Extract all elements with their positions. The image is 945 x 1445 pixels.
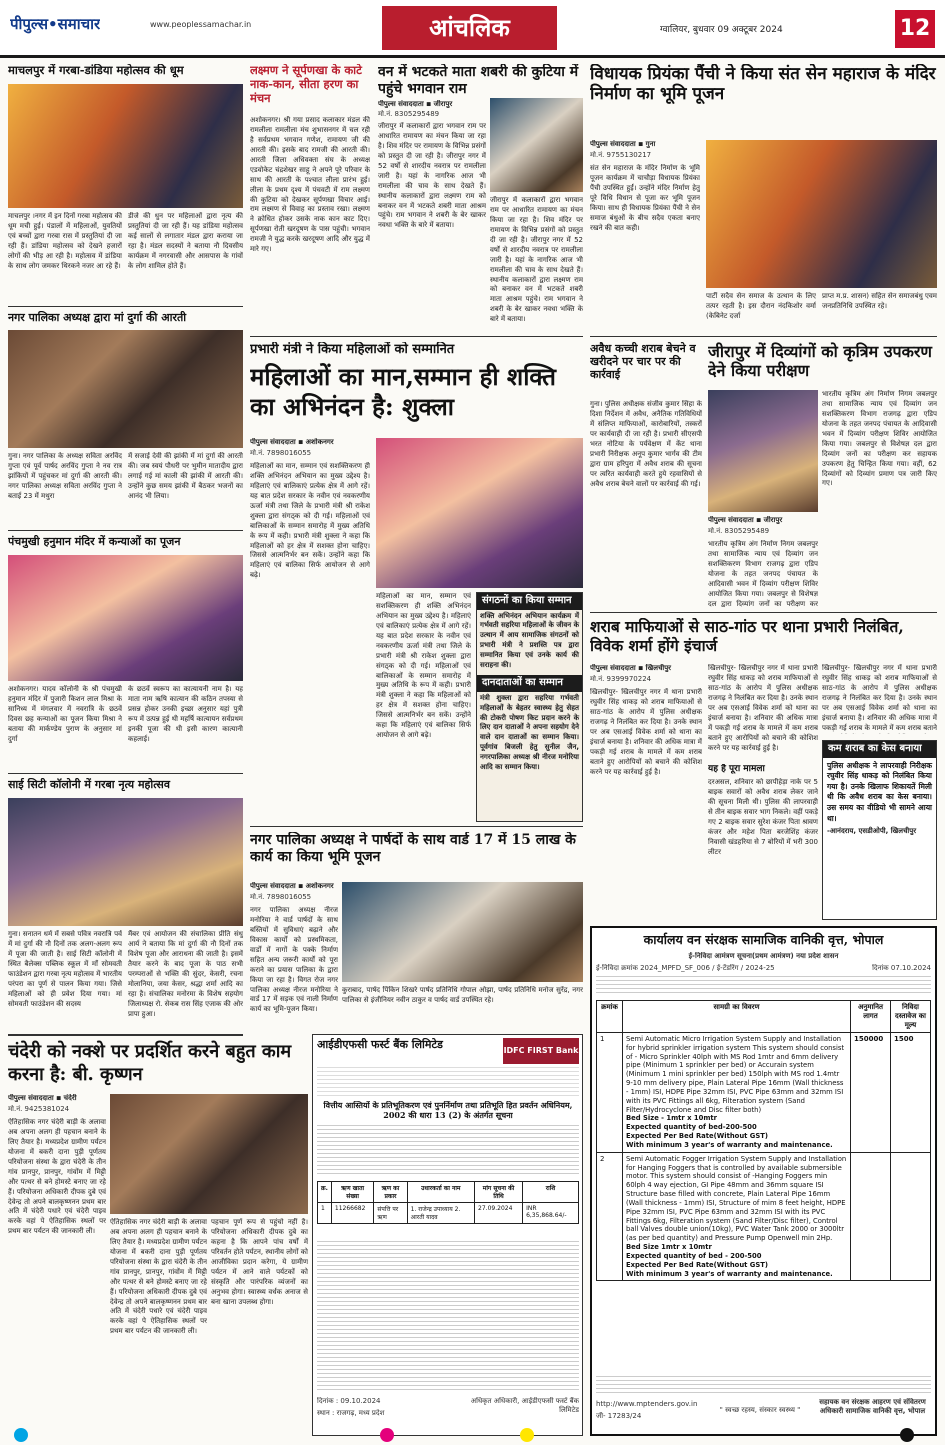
- ad-idfc: [312, 1034, 583, 1436]
- tender-item-desc: Semi Automatic Micro Irrigation System Supply and Installation for hybrid sprinkler irrigation system This system should consist of - Micro Sprinkler 40lph with MS Rod 1mtr and 6mm delivery pipe (Minimum 1 sprinkler per bed) or Accurain system (Minimum 1 mini sprinkler per bed) 150lph with MS rod 1.4mtr 9-10 mm delivery pipe, Plain Lateral Pipe 16mm (Wall thickness - 1mm) ISI, HDPE Pipe 32mm ISI, PVC Pipe 63mm and 32mm ISI with its PVC Fittings all 6kg, Filteration system (Sand Filter/Hydrocyclone and Disc filter both): [626, 1035, 845, 1114]
- article-sai-body-2: मैंबर एवं आयोजन की संचालिका प्रीति संधु आर्य ने बताया कि मां दुर्गा की नौ दिनों तक विशेष पूजा और आराधना की जाती है। इसमें तैयार करने के बाद पूजा के पाठ सभी परम्पराओं से भक्ति की सुंदर, केसरी, रचना मोलानिया, जया केसर, श्रद्धा शर्मा आदि का रहा है। संचालिका मनोरमा के विशेष सहयोग जिलाध्यक्ष रो. सेकब रास सिंह एजाक की ओर प्रापा हुआ।: [128, 930, 243, 1018]
- mobile-ward17: मो.नं. 7898016055: [250, 893, 312, 901]
- tender-item-bed: Bed Size 1mtr x 10mtr: [626, 1243, 712, 1252]
- subhead-sangathan: संगठनों का किया सम्मान: [477, 593, 582, 610]
- ad-idfc-col: उधारकर्ता का नाम: [407, 1182, 474, 1203]
- mobile-chanderi: मो.नं. 9425381024: [8, 1105, 70, 1113]
- byline-sen: पीपुल्स संवाददाता ◾ गुना: [590, 140, 656, 148]
- ad-idfc-cell: 1: [318, 1203, 332, 1224]
- article-aarti-body-2: में सजाई देवी की झांकी में मां दुर्गा की आरती की। जब स्वयं पौधरी पर भुमीन मातादीय द्वारा लगाई गई मां काली की झांकी में आरती की। उन्होंने कुछ समय झांकी में बैठकर भजनों का आनंद भी लिया।: [128, 452, 243, 500]
- tender-cell: 1500: [891, 1033, 931, 1153]
- ad-idfc-logo: IDFC FIRST Bank: [503, 1038, 579, 1064]
- byline-shukla: पीपुल्स संवाददाता ◾ अशोकनगर: [250, 438, 334, 446]
- photo-sen-bhoomipujan: [706, 140, 937, 288]
- tender-col: सामग्री का विवरण: [623, 1001, 851, 1033]
- article-ward17-body: नगर पालिका अध्यक्ष नीरज मनोरिया ने वार्ड पार्षदों के साथ बस्तियों में सुविधाएं बढ़ाने और विकास कार्यों को प्रस्थमिकता, वार्डों में नागों के पक्के निर्माण सहित अन्य जरूरी कार्यों को पूरा कराने का प्रयास पालिका के द्वारा किया जा रहा है। विगत रोज नगर पालिका अध्यक्ष नीरज मनोरिया ने वार्ड 17 में सड़क एवं नाली निर्माण कार्य का भूमि-पूजन किया।: [250, 906, 338, 1014]
- ad-tender-slogan: " स्वच्छ रहस्य, संस्कार स्वस्थ्य ": [719, 1406, 801, 1414]
- tender-col: अनुमानित लागत: [851, 1001, 891, 1033]
- ad-idfc-col: क्र.: [318, 1182, 332, 1203]
- headline-sen-mandir: विधायक प्रियंका पैंची ने किया संत सेन महाराज के मंदिर निर्माण का भूमि पूजन: [590, 64, 936, 105]
- photo-garba-dance: [8, 798, 243, 926]
- ad-idfc-fine-print: [317, 1241, 579, 1391]
- byline-chanderi: पीपुल्स संवाददाता ◾ चंदेरी: [8, 1094, 77, 1102]
- tender-item-desc: Semi Automatic Fogger Irrigation System Supply and Installation for Hanging Foggers that is controlled by available submersible motor. This system should consist of -Hanging Foggers min 60lph 4 way ejection, GI Pipe 48mm and 36mm square ISI Structure base filled with concrete, Plain Lateral Pipe 16mm (Wall thickness - 1mm) ISI, Structure of mim 8 feet height, HDPE Pipe 32mm ISI, PVC Pipe 63mm and 32mm ISI with its PVC Fittings 6kg, Filteration system (Sand Filter/Disc filter), Control ball Valves double union(10kg), PVC Water Tank 2000 or 3000ltr (as per bed quantity) and Pressure Pump Openwell min 2Hp.: [626, 1154, 847, 1243]
- subhead-daandata: दानदाताओं का सम्मान: [477, 675, 582, 692]
- photo-kanya-pujan: [8, 555, 243, 681]
- photo-ward17-bhoomipujan: [342, 882, 583, 982]
- headline-shukla: महिलाओं का मान,सम्मान ही शक्ति का अभिनंदन है: शुक्ला: [250, 362, 556, 421]
- ad-idfc-notice-title: वित्तीय आस्तियों के प्रतिभूतिकरण एवं पुनर्निर्माण तथा प्रतिभूति हित प्रवर्तन अधिनियम, 2002 की धारा 13 (2) के अंतर्गत सूचना: [323, 1101, 573, 1120]
- caption-sen: पार्टी सदैव सेन समाज के उत्थान के लिए तत्पर रहती है। इस दौरान नंदकिशोर वर्मा (केबिनेट दर्जा: [706, 292, 816, 320]
- headline-chanderi: चंदेरी को नक्शे पर प्रदर्शित करने बहुत काम करना है: बी. कृष्णन: [8, 1041, 292, 1086]
- ad-idfc-cell: 1. राजेन्द्र उपाध्याय 2. आरती यादव: [407, 1203, 474, 1224]
- article-kanya-body: अशोकनगर। यादव कॉलोनी के श्री पंचमुखी हनुमान मंदिर में पुजारी किशन लाल मिश्रा के सानिध्य में मंगलवार में नवरात्रि के छठवें दिवस छह कन्याओं का पूजन किया मिश्रा ने बताया की मार्कण्डेय पुराण के अनुसार मां दुर्गा: [8, 685, 122, 743]
- headline-machalpur: माचलपुर में गरबा-डांडिया महोत्सव की धूम: [8, 64, 184, 77]
- headline-sai-city: साई सिटी कॉलोनी में गरबा नृत्य महोत्सव: [8, 778, 170, 791]
- article-chanderi-body-2: ऐतिहासिक नगर चंदेरी बाड़ी के अलावा अब अपना अलग ही पहचान बनाने के लिए तैयार है। मध्यप्रदेश ग्रामीण पर्यटन योजना में बकरी दाना पुड़ी पूर्णतय परियोजना संस्था के द्वारा चंदेरी के तीन गांव प्रानपुर, प्रानपुर, गांवोंम में मिट्टी और पत्थर से बने होमस्टे बनाए जा रहे हैं। परियोजना अधिकारी दीपक दुबे एवं देवेन्द्र तो अपने बालकृष्णनन प्रथम बार अति में चंदेरी पधारे एवं चंदेरी पाइव करके वहां पे ऐतिहासिक स्थलों पर प्रथम बार पर्यटन की जानकारी ली।: [110, 1218, 207, 1336]
- ad-tender-notice-no: ई-निविदा क्रमांक 2024_MPFD_SF_006 / ई-टेंडरिंग / 2024-25: [596, 964, 775, 972]
- divider: [590, 336, 937, 337]
- mobile-khilchipur: मो.नं. 9399970224: [590, 675, 652, 683]
- subhead-sangathan-body: शक्ति अभिनंदन अभियान कार्यक्रम में गर्भवती सहरिया महिलाओं के जीवन के उत्थान में आय सामाजिक संगठनों को प्रभारी मंत्री ने प्रशस्ति पत्र द्वारा सम्मानित किया एवं उनके कार्य की सराहना की।: [480, 611, 579, 670]
- headline-shabri: वन में भटकते माता शबरी की कुटिया में पहुंचे भगवान राम: [378, 64, 579, 97]
- tender-item-qty: Expected quantity of bed-200-500: [626, 1123, 757, 1132]
- mobile-jirapur: मो.नं. 8305295489: [708, 527, 770, 535]
- divider: [250, 336, 583, 337]
- tender-item-cell: [623, 1152, 851, 1281]
- subhead-daandata-body: मंत्री शुक्ला द्वारा सहरिया गर्भवती महिलाओं के बेहतर स्वास्थ्य हेतु सेहत की टोकरी पोषण किट प्रदान करने के लिए दान दाताओं ने अपना सहयोग देने वाले दान दाताओं का सम्मान किया। पूर्वगांव बिजली हेतु सुनील जैन, नगरपालिका अध्यक्ष श्री नीरज मनोरिया आदि का सम्मान किया।: [480, 693, 579, 772]
- headline-kachchi-sharab: अवैध कच्ची शराब बेचने व खरीदने पर चार पर की कार्रवाई: [590, 342, 696, 382]
- article-machalpur-body-2: डीजे की धुन पर महिलाओं द्वारा नृत्य की प्रस्तुतियां दी जा रही हैं। यह डांडिया महोत्सव कई सालों से लगातार मंडल द्वारा कराया जा रहा है। मंडल सदस्यों ने बताया नौ दिवसीय कार्यक्रम में नगरवासी और आसपास के गांवों के लोग शामिल होते हैं।: [128, 212, 243, 270]
- article-mafia-body-3: खिलचीपुर- खिलचीपुर नगर में थाना प्रभारी रघुवीर सिंह धाकड़ को शराब माफियाओं से साठ-गांठ के आरोप में पुलिस अधीक्षक राजगढ़ ने निलंबित कर दिया है। उनके स्थान पर अब एसआई विवेक शर्मा को थाना का इंचार्ज बनाया है। शनिवार की अधिक मात्रा में पकड़ी गई शराब के मामले में कम शराब बताने: [822, 664, 937, 732]
- ad-tender-table: [596, 1000, 931, 1281]
- article-shukla-body-2: महिलाओं का मान, सम्मान एवं सशक्तिकरण ही शक्ति अभिनंदन अभियान का मुख्य उद्देश्य है। महिलाएं एवं बालिकाएं प्रत्येक क्षेत्र में आगे रहें। यह बात प्रदेश सरकार के नवीन एवं नवकरणीय ऊर्जा मंत्री तथा जिले के प्रभारी मंत्री श्री राकेश शुक्ला द्वारा संगठ्क को दी गई। महिलाओं एवं बालिकाओं के सम्मान समारोह में मुख्य अतिथि के रूप में कही। प्रभारी मंत्री शुक्ला ने कहा कि महिलाओं को हर क्षेत्र में सशक्त होना चाहिए। जिससे आत्मनिर्भर बन सकें। उन्होंने कहा कि महिलाएं एवं बालिका सिर्फ आयोजन से आगे बढ़े।: [376, 592, 471, 740]
- tender-item-rate: Expected Per Bed Rate(Without GST): [626, 1260, 768, 1269]
- newspaper-logo: पीपुल्स•समाचार: [10, 15, 101, 33]
- ad-idfc-col: मांग सूचना की तिथि: [475, 1182, 523, 1203]
- tender-item-warranty: With minimum 3 year's of warranty and maintenance.: [626, 1140, 833, 1149]
- tender-item-rate: Expected Per Bed Rate(Without GST): [626, 1132, 768, 1141]
- divider: [8, 306, 243, 307]
- tender-cell: [851, 1152, 891, 1281]
- byline-ward17: पीपुल्स संवाददाता ◾ अशोकनगर: [250, 882, 334, 890]
- ad-idfc-cell: संपत्ति पर ऋण: [374, 1203, 407, 1224]
- photo-chanderi: [110, 1094, 308, 1214]
- caption-sen-2: प्राप्त म.प्र. शासन) सहित सेन समाजबंधु एवम जनप्रतिनिधि उपस्थित रहे।: [822, 292, 937, 310]
- mobile-shabri: मो.नं. 8305295489: [378, 110, 440, 118]
- website-url[interactable]: www.peoplessamachar.in: [150, 20, 252, 29]
- subhead-poora-mamla: यह है पूरा मामला: [708, 764, 765, 774]
- masthead: [0, 0, 945, 58]
- ad-tender-intro: [596, 976, 931, 996]
- article-surpanakha-body: अशोकनगर। श्री गया प्रसाद कलाकार मंडल की रामलीला रामलीला मंच शुभासनगर में चल रही है सर्वप्रथम भगवान गणेश, रामायण जी की आरती की। इसके बाद रामजी की आरती की। आरती जिला अधिवक्ता संघ के अध्यक्ष एडवोकेट चंद्रशेखर साहू ने अपने पूरे परिवार के साथ की आरती के पश्चात लीला प्रारंभ हुई। लीला के प्रथम दृश्य में पंचवटी में राम लक्ष्मण की कुटिया को देखकर सूर्पणखा विचार आई। राम लक्ष्मण से विवाह का प्रस्ताव रखा। लक्ष्मण ने क्रोधित होकर उसके नाक कान काट दिए। सूर्पणखा रोती खरदूषण के पास पहुंची। भगवान रामजी ने युद्ध करके खरदूषण आदि और युद्ध में मारे गए।: [250, 116, 370, 254]
- headline-ward17: नगर पालिका अध्यक्ष ने पार्षदों के साथ वार्ड 17 में 15 लाख के कार्य का किया भूमि पूजन: [250, 832, 576, 865]
- tender-col: क्रमांक: [597, 1001, 623, 1033]
- byline-shabri: पीपुल्स संवाददाता ◾ जीरापुर: [378, 100, 453, 108]
- byline-jirapur: पीपुल्स संवाददाता ◾ जीरापुर: [708, 516, 783, 524]
- ad-tender-ref: जी- 17283/24: [596, 1412, 642, 1420]
- divider: [8, 773, 243, 774]
- kicker-shukla: प्रभारी मंत्री ने किया महिलाओं को सम्मानित: [250, 342, 455, 357]
- article-ward17-body-2: कुराबाद, पार्षद पिंकिन शिखरे पार्षद प्रतिनिधि गोपाल ओझा, पार्षद प्रतिनिधि मनोज सुरेंद्र, नगर पालिका से इंजीनियर नवीन ठाकुर व पार्षद वार्ड उपस्थित रहे।: [342, 986, 583, 1004]
- ad-idfc-place: स्थान : राजगढ़, मध्य प्रदेश: [317, 1409, 385, 1417]
- quote-box: [822, 740, 937, 920]
- tender-item-warranty: With minimum 3 year's of warranty and maintenance.: [626, 1269, 833, 1278]
- ad-idfc-notice-text: [317, 1125, 579, 1177]
- photo-ramlila: [490, 98, 583, 192]
- article-jirapur-body-2: भारतीय कृत्रिम अंग निर्माण निगम जबलपुर तथा सामाजिक न्याय एवं दिव्यांग जन सशक्तिकरण विभाग राजगढ़ द्वारा एडिप योजना के तहत जनपद पंचायत के आदिवासी भवन में दिव्यांग परीक्षण शिविर आयोजित किया गया। जबलपुर से विशेषज्ञ दल द्वारा दिव्यांग जनों का परीक्षण कर सहायक उपकरण हेतु चिन्हित किया गया। वहीं, 62 दिव्यांगों को दिव्यांग प्रमाण पत्र जारी किए गए।: [822, 390, 937, 488]
- headline-surpanakha: लक्ष्मण ने सूर्पणखा के काटे नाक-कान, सीता हरण का मंचन: [250, 64, 362, 105]
- ad-tender-site[interactable]: http://www.mptenders.gov.in: [596, 1400, 698, 1408]
- ad-idfc-address-lines: [317, 1067, 579, 1097]
- ad-tender-date: दिनांक 07.10.2024: [872, 964, 931, 972]
- divider: [250, 826, 583, 827]
- byline-khilchipur: पीपुल्स संवाददाता ◾ खिलचीपुर: [590, 664, 672, 672]
- article-kanya-body-2: के छठवें स्वरूप का कात्यायनी नाम है। यह माता नाम ऋषि कात्यान की कठिन तपस्या से प्रसन्न होकर उनकी इच्छा अनुसार यहां पुत्री रूप में उत्पन्न हुई थी महर्षि कात्यायन सर्वप्रथम इनकी पूजा की थी इसी कारण कात्यानी कहलाई।: [128, 685, 243, 743]
- dateline: ग्वालियर, बुधवार 09 अक्टूबर 2024: [660, 25, 783, 35]
- ad-tender-title: कार्यालय वन संरक्षक सामाजिक वानिकी वृत्त, भोपाल: [643, 932, 884, 947]
- ad-tender-notes: [596, 1376, 931, 1396]
- ad-tender: [590, 926, 937, 1436]
- sidebar-box: [476, 592, 583, 822]
- divider: [590, 612, 937, 613]
- quote-box-sign: -आनंदराय, एसडीओपी, खिलचीपुर: [827, 827, 917, 836]
- article-chanderi-body-3: पहचान पूर्ण रूप से पहुंचो नहीं है। परियोजना अधिकारी दीपक दुबे का कहना है कि आपने पांच वर्षों में परिवर्तन होते पर्यटन, स्थानीय लोगों को आजीविका प्रदान करेगा, ये ग्रामीण पर्यटन में आने वाले पर्यटकों को संस्कृति और पारंपरिक व्यंजनों का अनुभव होगा। स्वास्थ्य वर्धक अनाज से बना खाना उपलब्ध होगा।: [211, 1218, 308, 1306]
- article-mafia-body: खिलचीपुर- खिलचीपुर नगर में थाना प्रभारी रघुवीर सिंह धाकड़ को शराब माफियाओं से साठ-गांठ के आरोप में पुलिस अधीक्षक राजगढ़ ने निलंबित कर दिया है। उनके स्थान पर अब एसआई विवेक शर्मा को थाना का इंचार्ज बनाया है। शनिवार की अधिक मात्रा में पकड़ी गई शराब के मामले में कम शराब बताने हुए आरोपियों को बचाने की कोशिश करने पर यह कार्रवाई हुई है।: [590, 688, 702, 776]
- divider: [8, 1034, 243, 1036]
- article-chanderi-body: ऐतिहासिक नगर चंदेरी बाड़ी के अलावा अब अपना अलग ही पहचान बनाने के लिए तैयार है। मध्यप्रदेश ग्रामीण पर्यटन योजना में बकरी दाना पुड़ी पूर्णतय परियोजना संस्था के द्वारा चंदेरी के तीन गांव प्रानपुर, प्रानपुर, गांवोंम में मिट्टी और पत्थर से बने होमस्टे बनाए जा रहे हैं। परियोजना अधिकारी दीपक दुबे एवं देवेन्द्र तो अपने बालकृष्णनन प्रथम बार अति में चंदेरी पधारे एवं चंदेरी पाइव करके वहां पे ऐतिहासिक स्थलों पर प्रथम बार पर्यटन की जानकारी ली।: [8, 1118, 106, 1236]
- tender-cell: 1: [597, 1033, 623, 1153]
- ad-idfc-col: ऋण का प्रकार: [374, 1182, 407, 1203]
- tender-col: निविदा दस्तावेज का मूल्य: [891, 1001, 931, 1033]
- tender-cell: [891, 1152, 931, 1281]
- ad-idfc-title: आईडीएफसी फर्स्ट बैंक लिमिटेड: [317, 1038, 443, 1051]
- article-aarti-body: गुना। नगर पालिका के अध्यक्ष सविता अरविंद गुप्ता एवं पूर्व पार्षद अरविंद गुप्ता ने नव रात्र झांकियों में पहुंचकर मां दुर्गा की आरती की। नगर पालिका अध्यक्ष सविता अरविंद गुप्ता ने बताई 23 में मथुरा: [8, 452, 122, 500]
- article-sen-body: संत सेन महाराज के मंदिर निर्माण के भूमि पूजन कार्यक्रम में चाचौड़ा विधायक प्रियंका पैंची उपस्थित हुईं। उन्होंने मंदिर निर्माण हेतु पूरे विधि विधान से पूजा कर भूमि पूजन किया। साथ ही विधायक प्रियंका पैंची ने सेन समाज बंधुओं के बीच सदैव एकता बनाए रखने की बात कही।: [590, 164, 700, 232]
- photo-shukla-felicitation: [376, 438, 583, 588]
- article-shukla-body: महिलाओं का मान, सम्मान एवं सशक्तिकरण ही शक्ति अभिनंदन अभियान का मुख्य उद्देश्य है। महिलाएं एवं बालिकाएं प्रत्येक क्षेत्र में आगे रहें। यह बात प्रदेश सरकार के नवीन एवं नवकरणीय ऊर्जा मंत्री तथा जिले के प्रभारी मंत्री श्री राकेश शुक्ला द्वारा संगठ्क को दी गई। महिलाओं एवं बालिकाओं के सम्मान समारोह में मुख्य अतिथि के रूप में कही। प्रभारी मंत्री शुक्ला ने कहा कि महिलाओं को हर क्षेत्र में सशक्त होना चाहिए। जिससे आत्मनिर्भर बन सकें। उन्होंने कहा कि महिलाएं एवं बालिका सिर्फ आयोजन से आगे बढ़े।: [250, 462, 370, 580]
- article-sai-body: गुना। सनातन धर्म में सबसे पवित्र नवरात्रि पर्व में मां दुर्गा की नौ दिनों तक अलग-अलग रूप में पूजा की जाती है। साई सिटी कॉलोनी में स्थित बैलेक्स पब्लिक स्कूल में माँ सोमवती फाउंडेशन द्वारा गरबा नृत्य महोत्सव में भारतीय परंपरा का पूर्ण से पालन किया गया। जिसे महिलाओं को ही प्रवेश दिया गया। मां सोमवती फाउंडेशन की सदस्य: [8, 930, 122, 1008]
- ad-idfc-cell: 11266682: [331, 1203, 373, 1224]
- photo-aarti: [8, 330, 243, 448]
- photo-garba: [8, 84, 243, 208]
- article-shabri-body: जीरापुर में कलाकारों द्वारा भगवान राम पर आधारित रामायण का मंचन किया जा रहा है। शिव मंदिर पर रामायण के विभिन्न प्रसंगों को प्रस्तुत दी जा रही है। जीरापुर नगर में 52 वर्षों से शारदीय नवरात्र पर रामलीला जारी है। यहां के नागरिक आज भी रामलीला की चाव के साथ देखते हैं। स्थानीय कलाकारों द्वारा लक्ष्मण राम को बनाकर वन में भटकते शबरी माता आश्रम पहुंचे। राम भगवान ने शबरी के बेर खाकर नवधा भक्ति के बारे में बताया।: [378, 122, 486, 230]
- article-mafia-body-2: खिलचीपुर- खिलचीपुर नगर में थाना प्रभारी रघुवीर सिंह धाकड़ को शराब माफियाओं से साठ-गांठ के आरोप में पुलिस अधीक्षक राजगढ़ ने निलंबित कर दिया है। उनके स्थान पर अब एसआई विवेक शर्मा को थाना का इंचार्ज बनाया है। शनिवार की अधिक मात्रा में पकड़ी गई शराब के मामले में कम शराब बताने हुए आरोपियों को बचाने की कोशिश करने पर यह कार्रवाई हुई है।: [708, 664, 818, 752]
- headline-sharab-mafia: शराब माफियाओं से साठ-गांठ पर थाना प्रभारी निलंबित, विवेक शर्मा होंगे इंचार्ज: [590, 618, 904, 655]
- article-mamla-body: दरअसल, शनिवार को छापीहेड़ा नाके पर 5 बाइक सवारों को अवैध शराब लेकर जाने की सूचना मिली थी। पुलिस की लापरवाही से तीन बाइक सवार भाग निकले। वहीं पकड़े गए 2 बाइक सवार सुरेश कंजर पिता श्रावण कंजर और महेश पिता बरजेशिंह कंजर निवासी खंडहरिया से 7 बोरियों में भरी 300 लीटर: [708, 778, 818, 856]
- mobile-sen: मो.नं. 9755130217: [590, 151, 652, 159]
- quote-box-title: कम शराब का केस बनाया: [823, 741, 936, 758]
- color-registration-mark: [380, 1428, 394, 1442]
- ad-tender-sign: सहायक वन संरक्षक आहरण एवं संवितरण अधिकारी सामाजिक वानिकी वृत्त, भोपाल: [819, 1398, 926, 1415]
- photo-jirapur-camp: [708, 390, 818, 512]
- color-registration-mark: [900, 1428, 914, 1442]
- page-number: 12: [895, 10, 935, 48]
- headline-jirapur: जीरापुर में दिव्यांगों को कृत्रिम उपकरण देने किया परीक्षण: [708, 342, 932, 381]
- ad-idfc-table: [317, 1181, 579, 1224]
- divider: [8, 530, 243, 531]
- tender-item-bed: Bed Size - 1mtr x 10mtr: [626, 1114, 718, 1123]
- color-registration-mark: [520, 1428, 534, 1442]
- ad-tender-sub: ई-निविदा आमंत्रण सूचना(प्रथम आमंत्रण) नया प्रदेश शासन: [688, 952, 839, 960]
- tender-cell: 150000: [851, 1033, 891, 1153]
- ad-idfc-col: राशि: [523, 1182, 579, 1203]
- quote-box-body: पुलिस अधीक्षक ने लापरवाही निरीक्षक रघुवीर सिंह धाकड़ को निलंबित किया गया है। उनके खिलाफ शिकायतें मिली थी कि अवैध शराब का केस बनाया। उस समय का वीडियो भी सामने आया था।: [827, 760, 932, 823]
- tender-item-qty: Expected quantity of bed - 200-500: [626, 1251, 762, 1260]
- article-jirapur-body: भारतीय कृत्रिम अंग निर्माण निगम जबलपुर तथा सामाजिक न्याय एवं दिव्यांग जन सशक्तिकरण विभाग राजगढ़ द्वारा एडिप योजना के तहत जनपद पंचायत के आदिवासी भवन में दिव्यांग परीक्षण शिविर आयोजित किया गया। जबलपुर से विशेषज्ञ दल द्वारा दिव्यांग जनों का परीक्षण कर: [708, 540, 818, 608]
- tender-cell: 2: [597, 1152, 623, 1281]
- ad-idfc-date: दिनांक : 09.10.2024: [317, 1397, 381, 1405]
- headline-kanya-pujan: पंचमुखी हनुमान मंदिर में कन्याओं का पूजन: [8, 535, 181, 548]
- ad-idfc-cell: 27.09.2024: [475, 1203, 523, 1224]
- headline-aarti: नगर पालिका अध्यक्ष द्वारा मां दुर्गा की आरती: [8, 311, 187, 324]
- tender-row: [597, 1152, 931, 1281]
- section-title: आंचलिक: [382, 6, 557, 50]
- article-shabri-body-2: जीरापुर में कलाकारों द्वारा भगवान राम पर आधारित रामायण का मंचन किया जा रहा है। शिव मंदिर पर रामायण के विभिन्न प्रसंगों को प्रस्तुत दी जा रही है। जीरापुर नगर में 52 वर्षों से शारदीय नवरात्र पर रामलीला जारी है। यहां के नागरिक आज भी रामलीला की चाव के साथ देखते हैं। स्थानीय कलाकारों द्वारा लक्ष्मण राम को बनाकर वन में भटकते शबरी माता आश्रम पहुंचे। राम भगवान ने शबरी के बेर खाकर नवधा भक्ति के बारे में बताया।: [490, 196, 583, 324]
- tender-item-cell: [623, 1033, 851, 1153]
- color-registration-mark: [14, 1428, 28, 1442]
- tender-row: [597, 1033, 931, 1153]
- ad-idfc-cell: INR 6,35,868.64/-: [523, 1203, 579, 1224]
- article-kachchi-body: गुना। पुलिस अधीक्षक संजीव कुमार सिंहा के दिशा निर्देशन में अवैध, अनैतिक गतिविधियों में संलिप्त माफियाओं, कारोबारियों, तस्करों पर कार्यवाही दी जा रही है। प्रभारी सीएसपी भरत नोटिया के पर्यवेक्षण में केंट थाना प्रभारी निरीक्षक अनूप कुमार भार्गव की टीम द्वारा ग्राम हरिपुरा में अवैध शराब की सूचना पर त्वरित कार्यवाही करते हुये रहवासियों से अवैध शराब बेचने वालों पर कार्रवाई की गई।: [590, 400, 702, 488]
- ad-idfc-col: ऋण खाता संख्या: [331, 1182, 373, 1203]
- article-machalpur-body: माचलपुर ।नगर में इन दिनों गरबा महोत्सव की धूम मची हुई। पंडालों में महिलाओं, युवतियों एवं बच्चों द्वारा गरबा रास में प्रस्तुतियां दी जा रही हैं। डांडिया महोत्सव को देखने हजारों लोगों की भीड़ आ रही है। महोत्सव में डांडिया के साथ लोग जमकर थिरकने नजर आ रहे हैं।: [8, 212, 122, 270]
- ad-idfc-sign: अधिकृत अधिकारी, आईडीएफसी फर्स्ट बैंक लिमिटेड: [470, 1397, 579, 1414]
- mobile-shukla: मो.नं. 7898016055: [250, 449, 312, 457]
